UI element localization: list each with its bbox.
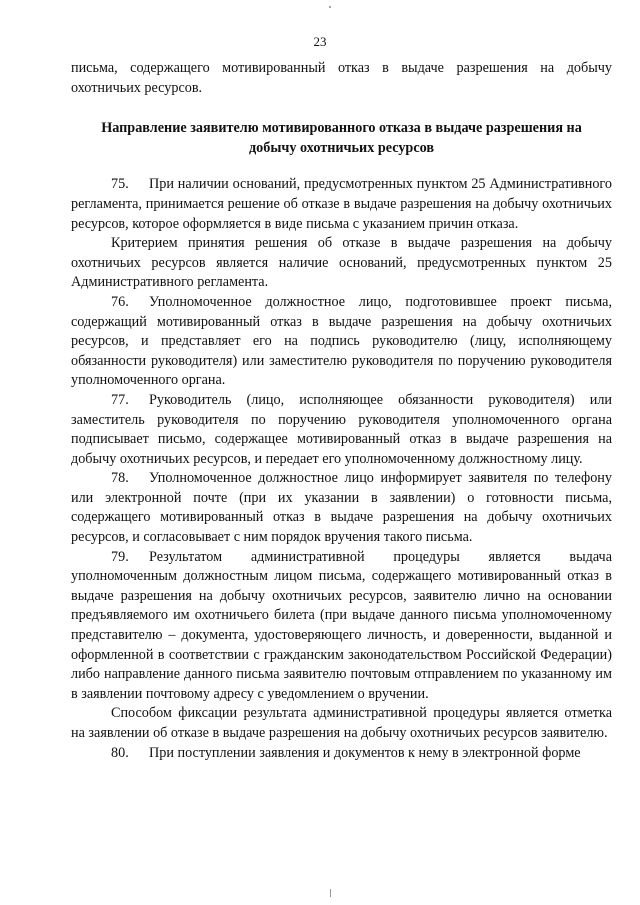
paragraph-76 (71, 293, 612, 391)
paragraph-number: 78. (111, 470, 129, 487)
paragraph-number: 80. (111, 744, 129, 761)
paragraph-text: Уполномоченное должностное лицо информирует заявителя по телефону или электронной почте (при их указании в заявлении) о готовности письма, содержащего мотивированный отказ в выдаче разрешения на добычу охотничьих ресурсов, и согласовывает с ним порядок вручения такого письма. (71, 470, 612, 546)
paragraph-number: 77. (111, 391, 129, 408)
paragraph-text: При поступлении заявления и документов к нему в электронной форме (149, 744, 581, 761)
paragraph-79-fixation: Способом фиксации результата административной процедуры является отметка на заявлении об отказе в выдаче разрешения на добычу охотничьих ресурсов заявителю. (71, 705, 612, 741)
page-number: 23 (313, 34, 327, 49)
paragraph-78 (71, 469, 612, 547)
paragraph-75 (71, 175, 612, 234)
section-heading: Направление заявителю мотивированного отказа в выдаче разрешения на добычу охотничьих ресурсов (101, 120, 582, 156)
paragraph-75-criterion: Критерием принятия решения об отказе в выдаче разрешения на добычу охотничьих ресурсов является наличие оснований, предусмотренных пунктом 25 Административного регламента. (71, 235, 612, 291)
scan-mark (329, 6, 331, 8)
paragraph-number: 76. (111, 293, 129, 310)
paragraph-text: Уполномоченное должностное лицо, подготовившее проект письма, содержащий мотивированный отказ в выдаче разрешения на добычу охотничьих ресурсов, и представляет его на подпись руководителю (лицу, исполняющему обязанности руководителя) или заместителю руководителя по поручению руководителя уполномоченного органа. (71, 293, 612, 389)
paragraph-number: 75. (111, 176, 129, 193)
document-body (71, 59, 612, 763)
paragraph-text: Руководитель (лицо, исполняющее обязанности руководителя) или заместитель руководителя по поручению руководителя уполномоченного органа подписывает письмо, содержащее мотивированный отказ в выдаче разрешения на добычу охотничьих ресурсов, и передает его уполномоченному должностному лицу. (71, 391, 612, 467)
paragraph-80 (71, 744, 612, 764)
paragraph-continuation: письма, содержащего мотивированный отказ в выдаче разрешения на добычу охотничьих ресурсов. (71, 60, 612, 96)
paragraph-number: 79. (111, 548, 129, 565)
scan-mark-bottom (330, 889, 331, 897)
paragraph-79 (71, 548, 612, 705)
paragraph-text: При наличии оснований, предусмотренных пунктом 25 Административного регламента, принимается решение об отказе в выдаче разрешения на добычу охотничьих ресурсов, которое оформляется в виде письма с указанием причин отказа. (71, 176, 612, 232)
paragraph-text: Результатом административной процедуры является выдача уполномоченным должностным лицом письма, содержащего мотивированный отказ в выдаче разрешения на добычу охотничьих ресурсов, заявителю лично на основании предъявляемого им охотничьего билета (при выдаче данного письма уполномоченному представителю – документа, удостоверяющего личность, и доверенности, выданной и оформленной в соответствии с гражданским законодательством Российской Федерации) либо направление данного письма заявителю почтовым отправлением по указанному им в заявлении почтовому адресу с уведомлением о вручении. (71, 548, 612, 702)
paragraph-77 (71, 391, 612, 469)
